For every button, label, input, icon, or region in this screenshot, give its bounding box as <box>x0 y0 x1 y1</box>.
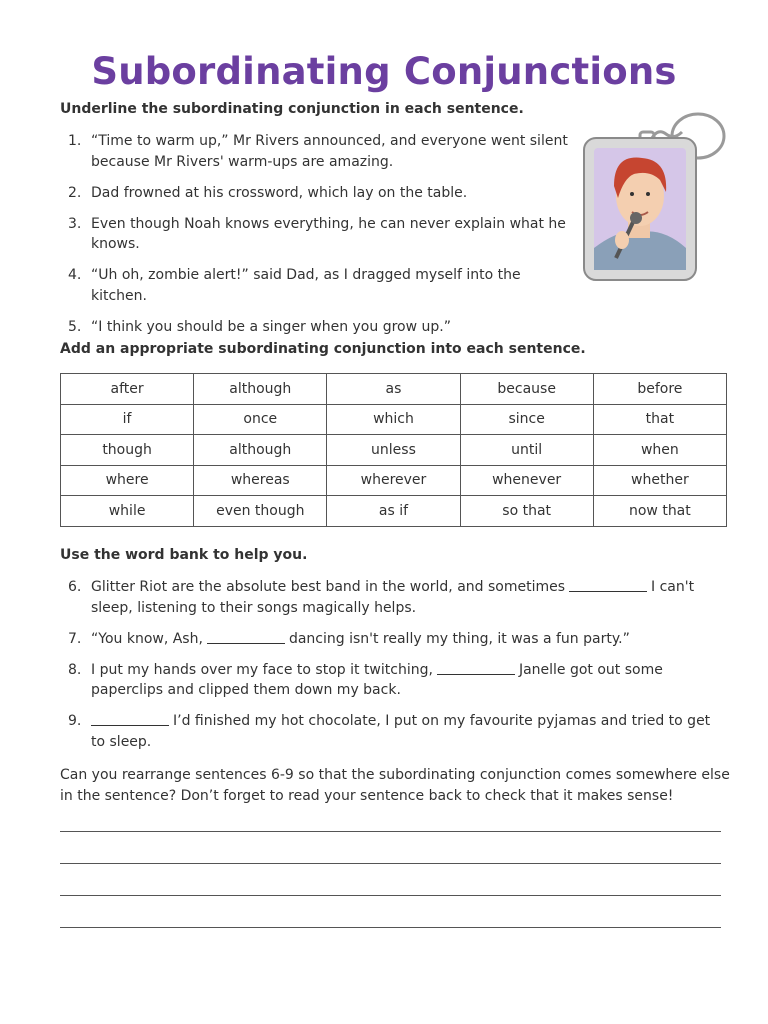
word-bank-cell: which <box>327 404 460 435</box>
answer-blank[interactable] <box>91 711 169 726</box>
keyring-singer-photo-icon <box>580 108 730 288</box>
word-bank-cell: unless <box>327 435 460 466</box>
word-bank-cell: if <box>61 404 194 435</box>
list-item: 1. “Time to warm up,” Mr Rivers announced, and everyone went silent because Mr Rivers' warm-ups are amazing. <box>68 133 568 170</box>
answer-line[interactable] <box>60 863 721 864</box>
word-bank-cell: where <box>61 465 194 496</box>
word-bank-cell: after <box>61 374 194 405</box>
instruction-underline: Underline the subordinating conjunction in each sentence. <box>60 101 524 117</box>
word-bank-cell: although <box>194 435 327 466</box>
word-bank-cell: until <box>460 435 593 466</box>
answer-line[interactable] <box>60 927 721 928</box>
list-item: 9. I’d finished my hot chocolate, I put on my favourite pyjamas and tried to get to sleep. <box>68 713 711 750</box>
list-item: 2. Dad frowned at his crossword, which lay on the table. <box>68 184 468 201</box>
underline-sentence-list <box>60 131 570 348</box>
instruction-add-conjunction: Add an appropriate subordinating conjunction into each sentence. <box>60 341 586 357</box>
instruction-word-bank-help: Use the word bank to help you. <box>60 547 308 563</box>
table-row <box>61 374 727 405</box>
word-bank-cell: before <box>593 374 726 405</box>
list-item: 5. “I think you should be a singer when you grow up.” <box>68 318 451 335</box>
list-item: 8. I put my hands over my face to stop it twitching, Janelle got out some paperclips and clipped them down my back. <box>68 661 663 698</box>
answer-blank[interactable] <box>437 660 515 675</box>
word-bank-cell: when <box>593 435 726 466</box>
word-bank-cell: whereas <box>194 465 327 496</box>
word-bank-cell: because <box>460 374 593 405</box>
word-bank-cell: even though <box>194 496 327 527</box>
page-title: Subordinating Conjunctions <box>91 50 677 93</box>
word-bank-cell: whenever <box>460 465 593 496</box>
table-row <box>61 496 727 527</box>
table-row <box>61 435 727 466</box>
word-bank-cell: that <box>593 404 726 435</box>
word-bank-cell: now that <box>593 496 726 527</box>
table-row <box>61 465 727 496</box>
word-bank-cell: wherever <box>327 465 460 496</box>
word-bank-cell: although <box>194 374 327 405</box>
rearrange-question: Can you rearrange sentences 6-9 so that the subordinating conjunction comes somewhere else in the sentence? Don’t forget to read your sentence back to check that it makes sense! <box>60 767 730 804</box>
word-bank-cell: as if <box>327 496 460 527</box>
word-bank-cell: so that <box>460 496 593 527</box>
word-bank-cell: once <box>194 404 327 435</box>
fill-gap-sentence-list <box>60 577 720 763</box>
answer-blank[interactable] <box>207 629 285 644</box>
table-row <box>61 404 727 435</box>
answer-blank[interactable] <box>569 577 647 592</box>
list-item: 3. Even though Noah knows everything, he can never explain what he knows. <box>68 215 566 252</box>
word-bank-cell: whether <box>593 465 726 496</box>
word-bank-cell: though <box>61 435 194 466</box>
list-item: 7. “You know, Ash, dancing isn't really my thing, it was a fun party.” <box>68 630 630 647</box>
answer-line[interactable] <box>60 895 721 896</box>
list-item: 4. “Uh oh, zombie alert!” said Dad, as I dragged myself into the kitchen. <box>68 267 521 304</box>
word-bank-cell: as <box>327 374 460 405</box>
word-bank-cell: while <box>61 496 194 527</box>
word-bank-table <box>60 373 727 527</box>
answer-line[interactable] <box>60 831 721 832</box>
word-bank-cell: since <box>460 404 593 435</box>
list-item: 6. Glitter Riot are the absolute best band in the world, and sometimes I can't sleep, listening to their songs magically helps. <box>68 579 695 616</box>
